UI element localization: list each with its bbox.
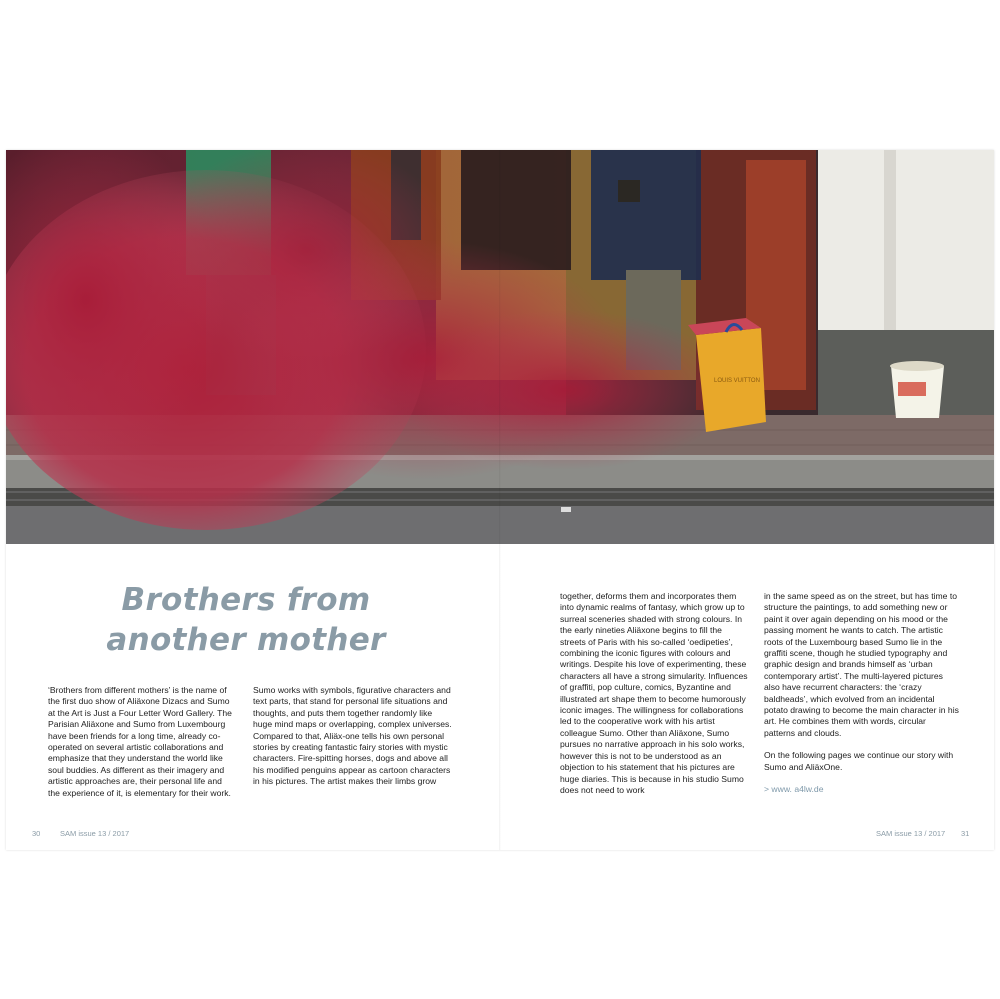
title-line-1: Brothers from xyxy=(121,582,371,618)
bag-text: LOUIS VUITTON xyxy=(714,378,760,384)
page-number-left: 30 xyxy=(32,829,41,838)
text-column-1 xyxy=(48,685,236,799)
page-gutter xyxy=(499,150,501,850)
magazine-issue-right: SAM issue 13 / 2017 xyxy=(876,829,946,838)
website-link[interactable]: > www. a4lw.de xyxy=(764,784,824,795)
text-column-3 xyxy=(560,591,750,796)
column-3-text: together, deforms them and incorporates them into dynamic realms of fantasy, which grow up to surreal sceneries shaded with strong colours. In the early nineties Aliäxone begins to fill the streets of Paris with his so-called ‘oedipeties’, combining the iconic figures with colours and writings. Despite his love of experimenting, these characters all have a strong simularity. Influences of graffiti, pop culture, comics, Byzantine and illustrated art shape them to become humorously iconic images. The willingness for collaborations led to the cooperative work with his artist colleague Sumo. Other than Aliäxone, Sumo pursues no narrative approach in his solo works, however this is not to be understood as an objection to his statement that his pictures are huge diaries. This is because in his studio Sumo does not need to work xyxy=(560,591,748,795)
column-1-text: ‘Brothers from different mothers’ is the name of the first duo show of Aliäxone Dizacs and Sumo at the Art is Just a Four Letter Word Gallery. The Parisian Aliäxone and Sumo from Luxembourg have been friends for a long time, already co-operated on several artistic collaborations and emphasize that they understand the world like soul buddies. As different as their imagery and artistic approaches are, their personal life and the experience of it, is elementary for their work. xyxy=(48,685,232,798)
column-4-paragraph-2: On the following pages we continue our story with Sumo and AliäxOne. xyxy=(764,750,954,772)
column-2-text: Sumo works with symbols, figurative characters and text parts, that stand for personal life situations and thoughts, and puts them together randomly like huge mind maps or overlapping, complex universes. Compared to that, Aliäx-one tells his own personal stories by creating fantastic fairy stories with mystic characters. Fire-spitting horses, dogs and above all his modified penguins appear as cartoon characters in his pictures. The artist makes their limbs grow xyxy=(253,685,452,787)
text-column-4 xyxy=(764,591,959,796)
title-line-2: another mother xyxy=(106,622,386,658)
text-column-2 xyxy=(253,685,453,788)
magazine-spread xyxy=(6,150,994,850)
column-4-paragraph-1: in the same speed as on the street, but has time to structure the paintings, to add something new or paint it over again depending on his mood or the passing moment he wants to catch. The artistic roots of the Luxembourg based Sumo lie in the graffiti scene, though he studied typography and graphic design and brands himself as ‘urban contemporary artist’. The multi-layered pictures also have recurrent characters: the ‘crazy baldheads’, which evolved from an incidental potato drawing to become the main character in his art. He combines them with words, circular patterns and clouds. xyxy=(764,591,959,738)
magazine-issue-left: SAM issue 13 / 2017 xyxy=(60,829,130,838)
article-title xyxy=(96,580,396,660)
page-number-right: 31 xyxy=(961,829,970,838)
